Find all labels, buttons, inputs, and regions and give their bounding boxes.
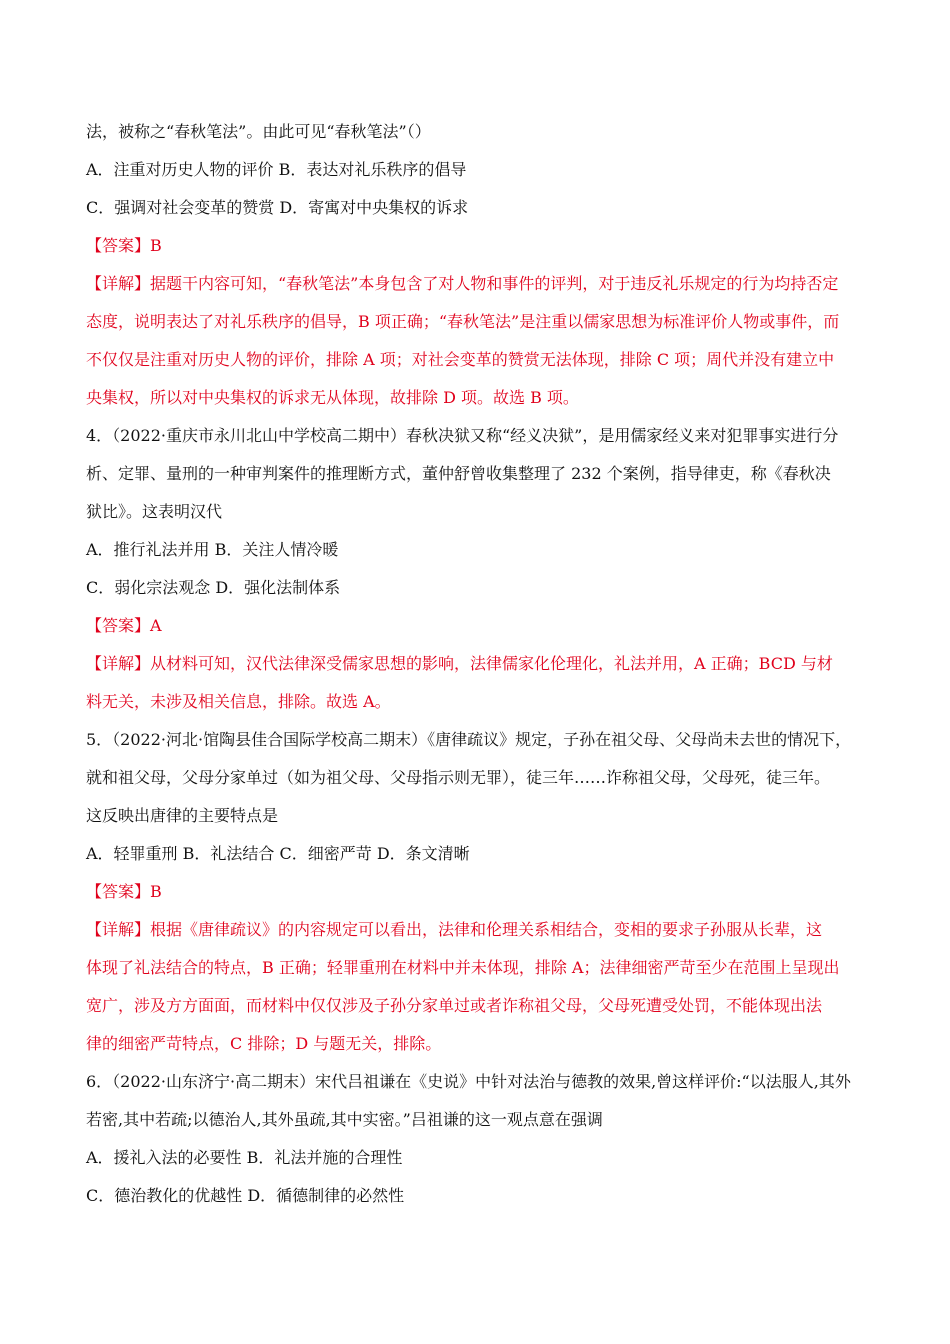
option-line: A．推行礼法并用 B．关注人情冷暖: [86, 540, 339, 559]
analysis-line: 【详解】根据《唐律疏议》的内容规定可以看出，法律和伦理关系相结合，变相的要求子孙服从长辈，这: [86, 920, 823, 939]
analysis-line: 料无关，未涉及相关信息，排除。故选 A。: [86, 692, 391, 711]
question-stem-line: 法，被称之“春秋笔法”。由此可见“春秋笔法”（）: [86, 122, 431, 141]
analysis-line: 体现了礼法结合的特点，B 正确；轻罪重刑在材料中并未体现，排除 A；法律细密严苛至少在范围上呈现出: [86, 958, 840, 977]
question-stem-line: 4．（2022·重庆市永川北山中学校高二期中）春秋决狱又称“经义决狱”，是用儒家经义来对犯罪事实进行分: [86, 426, 839, 445]
question-stem-line: 5．（2022·河北·馆陶县佳合国际学校高二期末）《唐律疏议》规定，子孙在祖父母、父母尚未去世的情况下，: [86, 730, 852, 749]
option-line: C．强调对社会变革的赞赏 D．寄寓对中央集权的诉求: [86, 198, 469, 217]
answer-label: 【答案】B: [86, 882, 162, 901]
option-line: C．德治教化的优越性 D．循德制律的必然性: [86, 1186, 405, 1205]
question-4: [86, 417, 864, 721]
analysis-line: 央集权，所以对中央集权的诉求无从体现，故排除 D 项。故选 B 项。: [86, 388, 579, 407]
question-stem-line: 析、定罪、量刑的一种审判案件的推理断方式，董仲舒曾收集整理了 232 个案例，指导律吏，称《春秋决: [86, 464, 831, 483]
answer-label: 【答案】B: [86, 236, 162, 255]
question-stem-line: 狱比》。这表明汉代: [86, 502, 223, 521]
analysis-line: 不仅仅是注重对历史人物的评价，排除 A 项；对社会变革的赞赏无法体现，排除 C 项；周代并没有建立中: [86, 350, 835, 369]
option-line: A．注重对历史人物的评价 B．表达对礼乐秩序的倡导: [86, 160, 467, 179]
option-line: C．弱化宗法观念 D．强化法制体系: [86, 578, 341, 597]
analysis-line: 【详解】据题干内容可知，“春秋笔法”本身包含了对人物和事件的评判，对于违反礼乐规定的行为均持否定: [86, 274, 839, 293]
analysis-line: 态度，说明表达了对礼乐秩序的倡导，B 项正确；“春秋笔法”是注重以儒家思想为标准评价人物或事件，而: [86, 312, 840, 331]
question-3: [86, 113, 864, 417]
question-stem-line: 6．（2022·山东济宁·高二期末）宋代吕祖谦在《史说》中针对法治与德教的效果,曾这样评价:“以法服人,其外: [86, 1072, 851, 1091]
answer-label: 【答案】A: [86, 616, 162, 635]
analysis-line: 律的细密严苛特点，C 排除；D 与题无关，排除。: [86, 1034, 442, 1053]
analysis-line: 宽广，涉及方方面面，而材料中仅仅涉及子孙分家单过或者诈称祖父母，父母死遭受处罚，不能体现出法: [86, 996, 823, 1015]
question-5: [86, 721, 864, 1063]
option-line: A．援礼入法的必要性 B．礼法并施的合理性: [86, 1148, 403, 1167]
question-stem-line: 这反映出唐律的主要特点是: [86, 806, 279, 825]
question-stem-line: 若密,其中若疏;以德治人,其外虽疏,其中实密。”吕祖谦的这一观点意在强调: [86, 1110, 603, 1129]
analysis-line: 【详解】从材料可知，汉代法律深受儒家思想的影响，法律儒家化伦理化，礼法并用，A 正确；BCD 与材: [86, 654, 833, 673]
option-line: A．轻罪重刑 B．礼法结合 C．细密严苛 D．条文清晰: [86, 844, 470, 863]
question-6: [86, 1063, 864, 1215]
question-stem-line: 就和祖父母，父母分家单过（如为祖父母、父母指示则无罪），徒三年……诈称祖父母，父母死，徒三年。: [86, 768, 831, 787]
